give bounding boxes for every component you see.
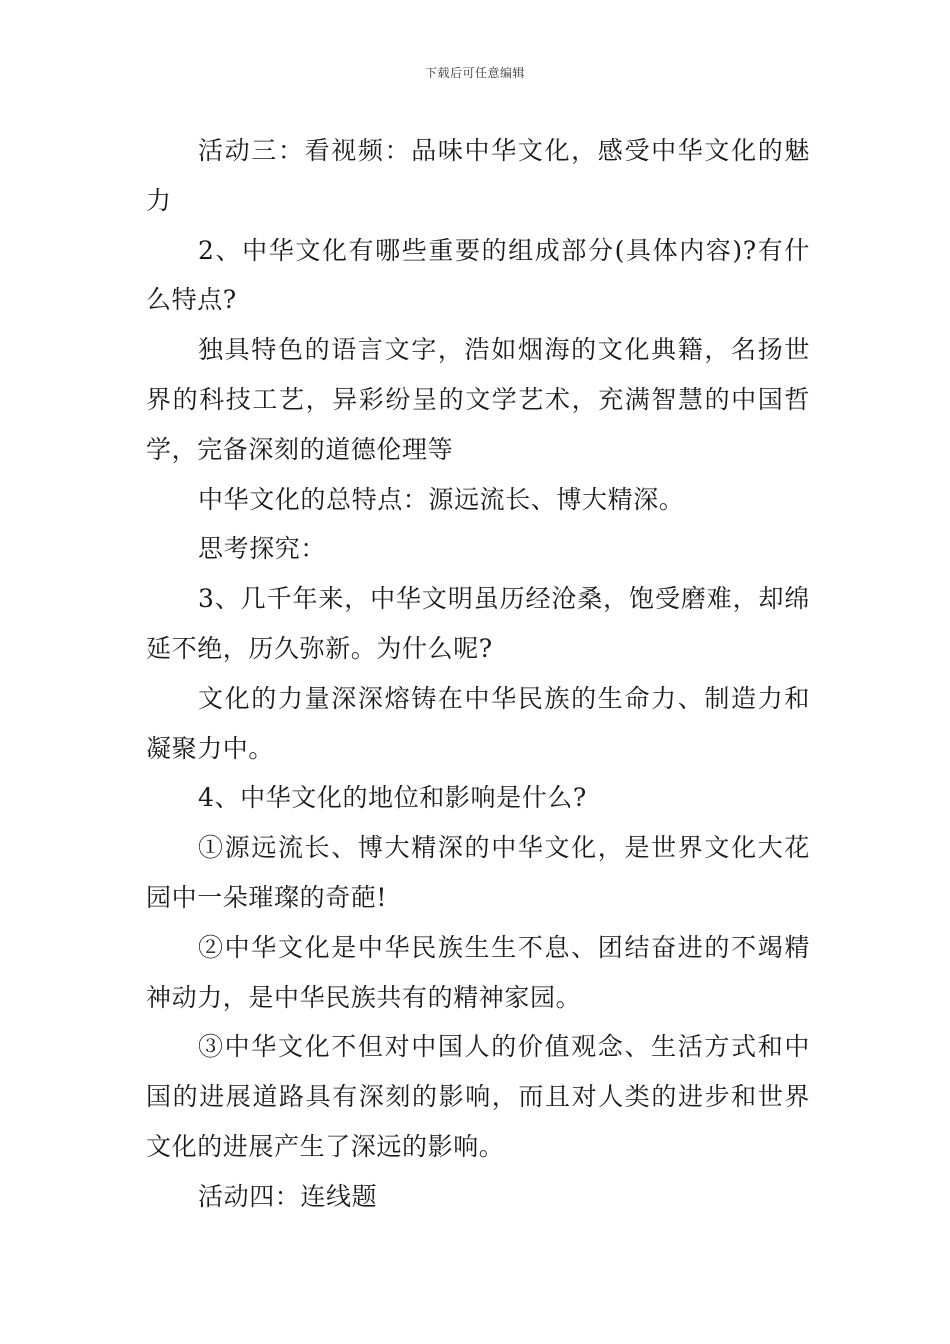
question-4: 4、中华文化的地位和影响是什么? xyxy=(198,783,587,813)
page-header-note: 下载后可任意编辑 xyxy=(424,66,525,80)
answer-2-characteristics: 中华文化的总特点：源远流长、博大精深。 xyxy=(198,484,685,514)
answer-4-point-3: ③中华文化不但对中国人的价值观念、生活方式和中国的进展道路具有深刻的影响，而且对人类的进步和世界文化的进展产生了深远的影响。 xyxy=(146,1032,810,1161)
answer-2-components: 独具特色的语言文字，浩如烟海的文化典籍，名扬世界的科技工艺，异彩纷呈的文学艺术，充满智慧的中国哲学，完备深刻的道德伦理等 xyxy=(146,335,810,464)
answer-4-point-2: ②中华文化是中华民族生生不息、团结奋进的不竭精神动力，是中华民族共有的精神家园。 xyxy=(146,932,810,1012)
answer-4-point-1: ①源远流长、博大精深的中华文化，是世界文化大花园中一朵璀璨的奇葩! xyxy=(146,833,810,912)
question-2: 2、中华文化有哪些重要的组成部分(具体内容)?有什么特点? xyxy=(146,235,810,315)
question-3: 3、几千年来，中华文明虽历经沧桑，饱受磨难，却绵延不绝，历久弥新。为什么呢? xyxy=(146,584,810,663)
activity-four-heading: 活动四：连线题 xyxy=(198,1181,378,1211)
answer-3: 文化的力量深深熔铸在中华民族的生命力、制造力和凝聚力中。 xyxy=(146,683,810,763)
think-explore-heading: 思考探究： xyxy=(198,534,327,564)
document-body xyxy=(146,126,810,1222)
activity-three-heading: 活动三：看视频：品味中华文化，感受中华文化的魅力 xyxy=(146,136,810,215)
